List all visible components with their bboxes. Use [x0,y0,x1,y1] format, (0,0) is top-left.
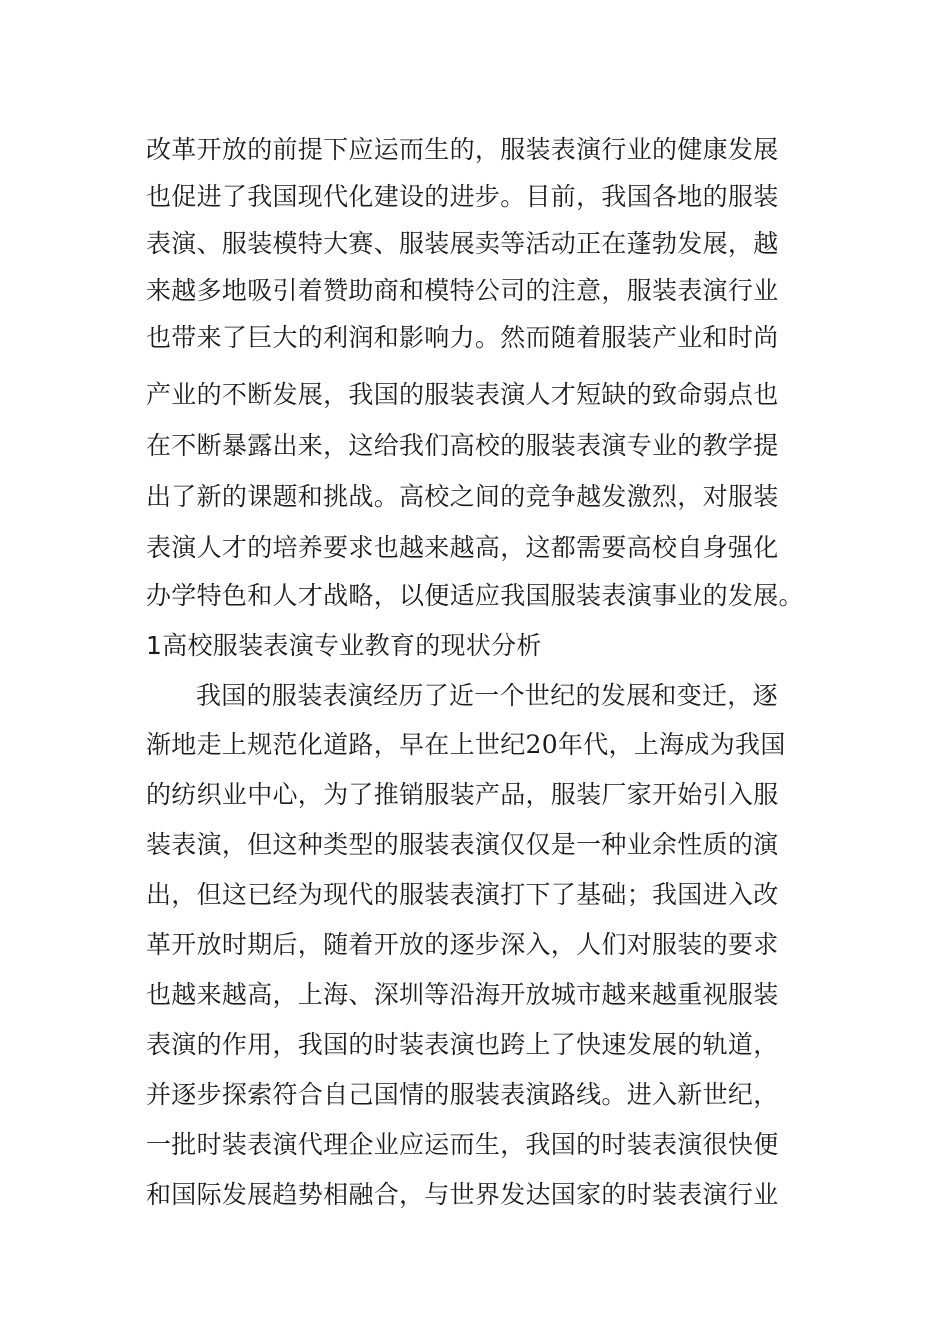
text-line: 我国的服装表演经历了近一个世纪的发展和变迁，逐 [196,681,778,710]
text-line: 装表演，但这种类型的服装表演仅仅是一种业余性质的演 [146,830,779,859]
text-line: 办学特色和人才战略，以便适应我国服装表演事业的发展。 [146,581,804,610]
text-line: 一批时装表演代理企业应运而生，我国的时装表演很快便 [146,1130,779,1159]
text-line: 表演的作用，我国的时装表演也跨上了快速发展的轨道， [146,1030,779,1059]
text-line: 表演、服装模特大赛、服装展卖等活动正在蓬勃发展，越 [146,229,779,258]
text-line: 也越来越高，上海、深圳等沿海开放城市越来越重视服装 [146,980,779,1009]
text-line: 在不断暴露出来，这给我们高校的服装表演专业的教学提 [146,431,779,460]
text-line: 表演人才的培养要求也越来越高，这都需要高校自身强化 [146,533,779,562]
text-line: 来越多地吸引着赞助商和模特公司的注意，服装表演行业 [146,276,779,305]
section-heading: 1高校服装表演专业教育的现状分析 [146,631,542,660]
text-line: 革开放时期后，随着开放的逐步深入，人们对服装的要求 [146,930,779,959]
text-line: 出了新的课题和挑战。高校之间的竞争越发激烈，对服装 [146,482,779,511]
text-line: 渐地走上规范化道路，早在上世纪20年代，上海成为我国 [146,730,786,759]
text-line: 并逐步探索符合自己国情的服装表演路线。进入新世纪， [146,1080,779,1109]
text-line: 产业的不断发展，我国的服装表演人才短缺的致命弱点也 [146,380,779,409]
text-line: 和国际发展趋势相融合，与世界发达国家的时装表演行业 [146,1180,779,1209]
text-line: 也带来了巨大的利润和影响力。然而随着服装产业和时尚 [146,323,779,352]
text-line: 出，但这已经为现代的服装表演打下了基础；我国进入改 [146,880,779,909]
text-line: 也促进了我国现代化建设的进步。目前，我国各地的服装 [146,182,779,211]
text-line: 的纺织业中心，为了推销服装产品，服装厂家开始引入服 [146,780,779,809]
text-line: 改革开放的前提下应运而生的，服装表演行业的健康发展 [146,135,779,164]
